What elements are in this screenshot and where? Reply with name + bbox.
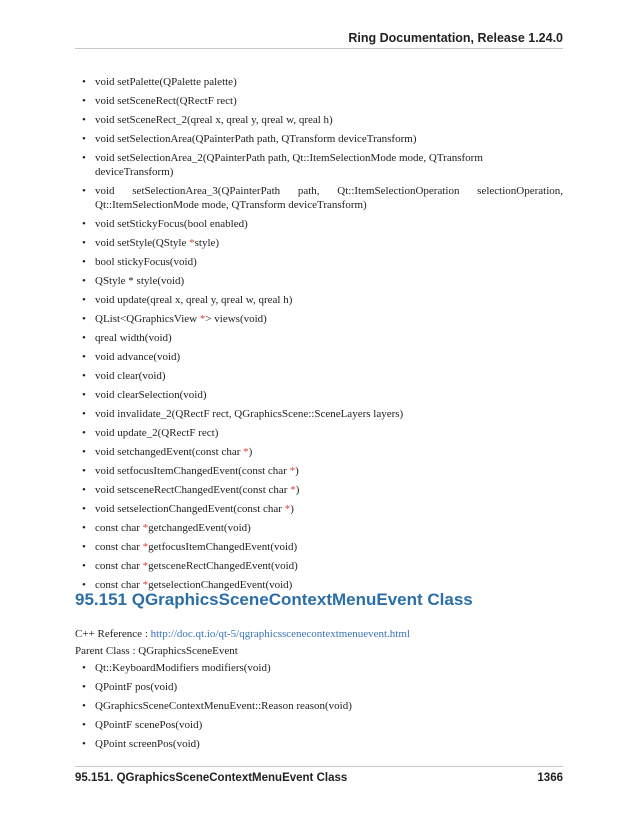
list-item: • void setSelectionArea_2(QPainterPath path, Qt::ItemSelectionMode mode, QTransform deviceTransform) <box>75 151 563 179</box>
cpp-reference <box>75 627 563 641</box>
footer-section: 95.151. QGraphicsSceneContextMenuEvent Class <box>75 772 348 784</box>
list-item: • bool stickyFocus(void) <box>75 255 563 269</box>
list-item: • const char *getsceneRectChangedEvent(void) <box>75 559 563 573</box>
list-item: • const char *getfocusItemChangedEvent(void) <box>75 540 563 554</box>
list-item: • qreal width(void) <box>75 331 563 345</box>
list-item: • QPointF pos(void) <box>75 680 563 694</box>
list-item: • void update(qreal x, qreal y, qreal w, qreal h) <box>75 293 563 307</box>
header-title: Ring Documentation, Release 1.24.0 <box>348 31 563 45</box>
list-item: • void setsceneRectChangedEvent(const char *) <box>75 483 563 497</box>
method-list <box>75 75 563 597</box>
list-item: • void update_2(QRectF rect) <box>75 426 563 440</box>
page-header <box>75 28 563 49</box>
list-item: • void advance(void) <box>75 350 563 364</box>
list-item: • void setPalette(QPalette palette) <box>75 75 563 89</box>
list-item: • QGraphicsSceneContextMenuEvent::Reason reason(void) <box>75 699 563 713</box>
reference-link[interactable]: http://doc.qt.io/qt-5/qgraphicsscenecontextmenuevent.html <box>150 628 410 640</box>
list-item: • Qt::KeyboardModifiers modifiers(void) <box>75 661 563 675</box>
list-item: • void setchangedEvent(const char *) <box>75 445 563 459</box>
list-item: • QStyle * style(void) <box>75 274 563 288</box>
list-item: • const char *getchangedEvent(void) <box>75 521 563 535</box>
list-item: • void setfocusItemChangedEvent(const char *) <box>75 464 563 478</box>
list-item: • void clear(void) <box>75 369 563 383</box>
page-footer <box>75 766 563 784</box>
reference-label: C++ Reference : <box>75 628 151 640</box>
list-item: • void setSelectionArea(QPainterPath path, QTransform deviceTransform) <box>75 132 563 146</box>
list-item: • void setStyle(QStyle *style) <box>75 236 563 250</box>
list-item: • QList<QGraphicsView *> views(void) <box>75 312 563 326</box>
list-item: • QPointF scenePos(void) <box>75 718 563 732</box>
section-title: 95.151 QGraphicsSceneContextMenuEvent Class <box>75 590 473 609</box>
page-number: 1366 <box>537 772 563 784</box>
list-item: • void setSceneRect_2(qreal x, qreal y, qreal w, qreal h) <box>75 113 563 127</box>
list-item: • void setSelectionArea_3(QPainterPath path, Qt::ItemSelectionOperation selectionOperation, Qt::ItemSelectionMode mode, QTransform deviceTransform) <box>75 184 563 212</box>
list-item: • void setselectionChangedEvent(const char *) <box>75 502 563 516</box>
list-item: • QPoint screenPos(void) <box>75 737 563 751</box>
context-menu-method-list <box>75 661 563 756</box>
list-item: • void invalidate_2(QRectF rect, QGraphicsScene::SceneLayers layers) <box>75 407 563 421</box>
list-item: • void setStickyFocus(bool enabled) <box>75 217 563 231</box>
list-item: • void setSceneRect(QRectF rect) <box>75 94 563 108</box>
list-item: • const char *getselectionChangedEvent(void) <box>75 578 563 592</box>
parent-class: Parent Class : QGraphicsSceneEvent <box>75 645 238 657</box>
list-item: • void clearSelection(void) <box>75 388 563 402</box>
